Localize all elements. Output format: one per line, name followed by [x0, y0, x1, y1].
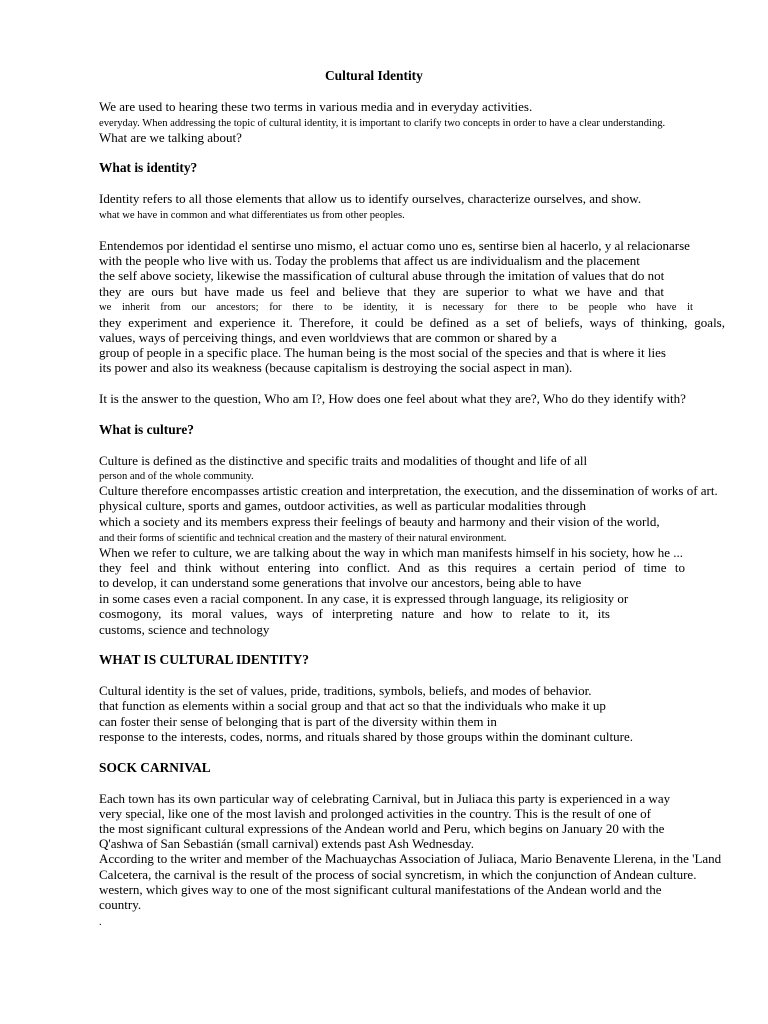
culture-para-line: and their forms of scientific and technical creation and the mastery of their natural environment.: [99, 533, 507, 544]
identity-para-line: group of people in a specific place. The human being is the most social of the species and that is where it lies: [99, 345, 666, 360]
carnival-line: Q'ashwa of San Sebastián (small carnival) extends past Ash Wednesday.: [99, 836, 474, 851]
carnival-line: According to the writer and member of the Machuaychas Association of Juliaca, Mario Benavente Llerena, in the 'Land: [99, 851, 722, 866]
culture-para-line: Culture therefore encompasses artistic creation and interpretation, the execution, and the dissemination of works of art.: [99, 483, 718, 498]
cultural-identity-line: Cultural identity is the set of values, pride, traditions, symbols, beliefs, and modes of behavior.: [99, 683, 592, 698]
culture-para-line: customs, science and technology: [99, 622, 270, 637]
culture-para-line: physical culture, sports and games, outdoor activities, as well as particular modalities through: [99, 498, 587, 513]
carnival-line: the most significant cultural expressions of the Andean world and Peru, which begins on January 20 with the: [99, 821, 665, 836]
carnival-line: western, which gives way to one of the most significant cultural manifestations of the Andean world and the: [99, 882, 662, 897]
identity-para-line: we inherit from our ancestors; for there to be identity, it is necessary for there to be people who have it: [99, 302, 693, 313]
document-title: Cultural Identity: [325, 68, 423, 83]
identity-para-line: with the people who live with us. Today the problems that affect us are individualism and the placement: [99, 253, 640, 268]
intro-line: We are used to hearing these two terms in various media and in everyday activities.: [99, 99, 533, 114]
heading-culture: What is culture?: [99, 422, 194, 437]
culture-para-line: When we refer to culture, we are talking about the way in which man manifests himself in his society, how he ...: [99, 545, 683, 560]
heading-sock-carnival: SOCK CARNIVAL: [99, 760, 211, 775]
culture-def-line: person and of the whole community.: [99, 471, 254, 482]
heading-identity: What is identity?: [99, 160, 198, 175]
cultural-identity-line: that function as elements within a social group and that act so that the individuals who make it up: [99, 698, 606, 713]
culture-para-line: cosmogony, its moral values, ways of interpreting nature and how to relate to it, its: [99, 606, 610, 621]
intro-line: What are we talking about?: [99, 130, 242, 145]
cultural-identity-line: response to the interests, codes, norms, and rituals shared by those groups within the dominant culture.: [99, 729, 633, 744]
heading-cultural-identity: WHAT IS CULTURAL IDENTITY?: [99, 652, 309, 667]
culture-para-line: which a society and its members express their feelings of beauty and harmony and their vision of the world,: [99, 514, 660, 529]
identity-para-line: they experiment and experience it. Therefore, it could be defined as a set of beliefs, ways of thinking, goals,: [99, 315, 725, 330]
identity-para-line: Entendemos por identidad el sentirse uno mismo, el actuar como uno es, sentirse bien al hacerlo, y al relacionarse: [99, 238, 690, 253]
identity-para-line: values, ways of perceiving things, and even worldviews that are common or shared by a: [99, 330, 557, 345]
identity-question: It is the answer to the question, Who am I?, How does one feel about what they are?, Who do they identify with?: [99, 391, 686, 406]
identity-def-line: what we have in common and what differentiates us from other peoples.: [99, 210, 405, 221]
intro-line: everyday. When addressing the topic of cultural identity, it is important to clarify two concepts in order to have a clear understanding.: [99, 118, 666, 129]
identity-para-line: they are ours but have made us feel and believe that they are superior to what we have and that: [99, 284, 664, 299]
cultural-identity-line: can foster their sense of belonging that is part of the diversity within them in: [99, 714, 497, 729]
culture-para-line: in some cases even a racial component. In any case, it is expressed through language, its religiosity or: [99, 591, 629, 606]
culture-para-line: they feel and think without entering into conflict. And as this requires a certain period of time to: [99, 560, 685, 575]
identity-para-line: its power and also its weakness (because capitalism is destroying the social aspect in man).: [99, 360, 573, 375]
identity-para-line: the self above society, likewise the massification of cultural abuse through the imitation of values that do not: [99, 268, 665, 283]
trailing-mark: .: [99, 917, 102, 928]
culture-def-line: Culture is defined as the distinctive and specific traits and modalities of thought and life of all: [99, 453, 588, 468]
carnival-line: Calcetera, the carnival is the result of the process of social syncretism, in which the conjunction of Andean culture.: [99, 867, 697, 882]
identity-def-line: Identity refers to all those elements that allow us to identify ourselves, characterize ourselves, and show.: [99, 191, 642, 206]
carnival-line: very special, like one of the most lavish and prolonged activities in the country. This is the result of one of: [99, 806, 652, 821]
carnival-line: Each town has its own particular way of celebrating Carnival, but in Juliaca this party is experienced in a way: [99, 791, 671, 806]
carnival-line: country.: [99, 897, 142, 912]
culture-para-line: to develop, it can understand some generations that involve our ancestors, being able to have: [99, 575, 582, 590]
